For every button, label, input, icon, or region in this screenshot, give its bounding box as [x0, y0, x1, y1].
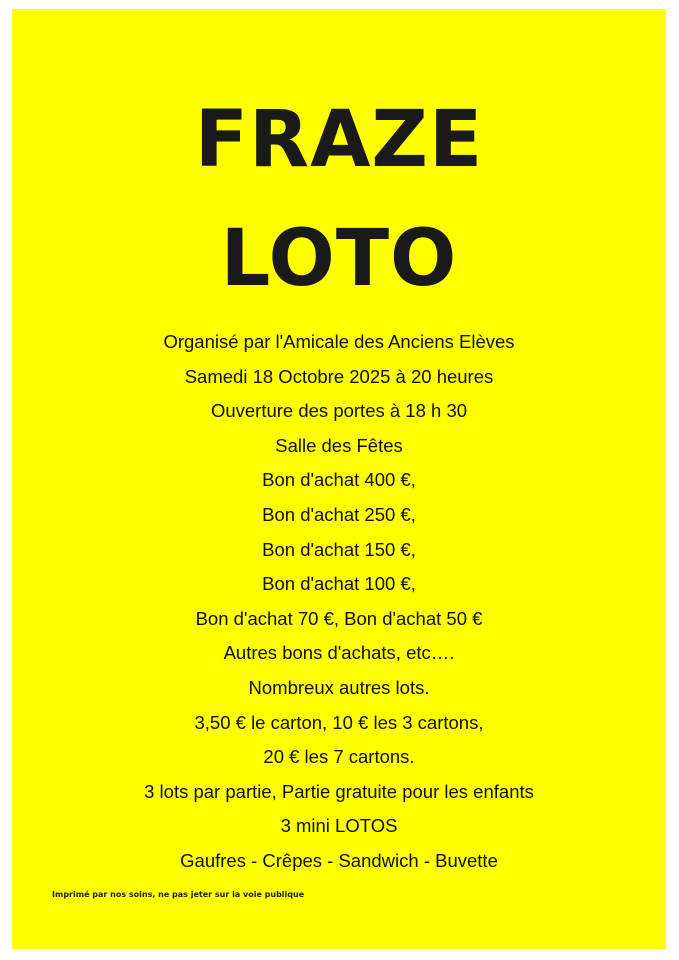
prize-line: Bon d'achat 400 €, [262, 469, 416, 491]
organizer-line: Organisé par l'Amicale des Anciens Elèves [163, 331, 515, 352]
footer-note: Imprimé par nos soins, ne pas jeter sur la voie publique [52, 890, 305, 899]
mini-lotos-line: 3 mini LOTOS [280, 815, 398, 837]
event-details-list [12, 325, 666, 879]
poster [12, 9, 666, 949]
poster-title-town: FRAZE [194, 95, 484, 185]
prize-line: Bon d'achat 100 €, [262, 573, 416, 595]
date-time-line: Samedi 18 Octobre 2025 à 20 heures [184, 365, 494, 387]
refreshments-line: Gaufres - Crêpes - Sandwich - Buvette [180, 849, 498, 871]
game-rules-line: 3 lots par partie, Partie gratuite pour les enfants [144, 780, 534, 802]
poster-title-event: LOTO [220, 214, 458, 304]
prize-line: Bon d'achat 150 €, [262, 538, 416, 560]
prize-line: Bon d'achat 70 €, Bon d'achat 50 € [195, 607, 483, 629]
card-price-line: 3,50 € le carton, 10 € les 3 cartons, [194, 711, 484, 733]
doors-open-line: Ouverture des portes à 18 h 30 [210, 400, 468, 422]
other-prizes-line: Autres bons d'achats, etc…. [223, 642, 455, 664]
prize-line: Bon d'achat 250 €, [262, 503, 416, 525]
other-lots-line: Nombreux autres lots. [248, 676, 430, 698]
venue-line: Salle des Fêtes [275, 434, 403, 456]
card-price-line: 20 € les 7 cartons. [263, 746, 415, 768]
